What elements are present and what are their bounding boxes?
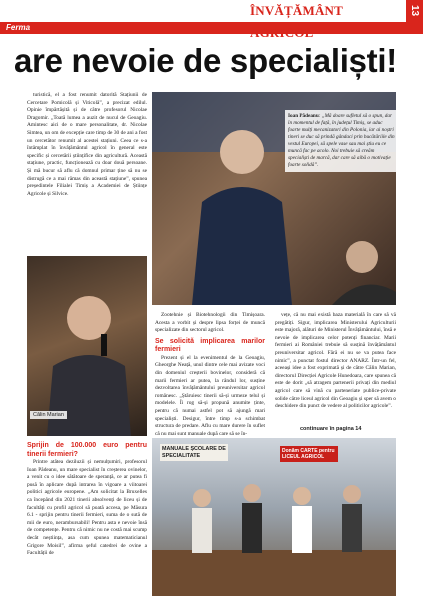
page-number: 13 [406, 0, 423, 22]
article-column-2 [155, 312, 265, 438]
photo-calin-marian [27, 256, 147, 436]
paragraph: vețe, că nu mai există baza materială în care să vă pregătiți. Sigur, implicarea Ministerului Agriculturii este majoră, alături de Ministerul Învățământului, însă e nevoie de implicarea celor potenți financiar. Marii fermieri ai României trebuie să susțină învățământul preuniversitar agricol. Fără ei nu se va putea face nimic”, a punctat fostul director ANARZ. Într-un fel, aceeași idee a fost exprimată și de către Călin Marian, directorul Direcției Agricole Hunedoara, care spunea că este de dorit „să atragem partenerii privați din mediul agricol care să vină cu parteneriate publice-private solide către liceul agricol din Geoagiu și sper să avem o deschidere din punct de vedere al politicilor agricole”. [275, 312, 396, 410]
continuation-note: continuare în pagina 14 [300, 426, 362, 432]
photo-illustration [152, 438, 396, 596]
paragraph: Zootehnie și Biotehnologii din Timișoara. Acesta a vorbit și despre lipsa forței de muncă specializate din sectorul agricol. [155, 312, 265, 334]
article-column-3 [275, 312, 396, 411]
photo-caption [285, 110, 399, 172]
article-headline: are nevoie de specialiști! [14, 42, 397, 79]
article-column-1 [27, 92, 147, 198]
photo-illustration [27, 256, 147, 436]
donation-sign: Donăm CARTE pentru LICEUL AGRICOL [280, 446, 338, 462]
photo-book-donation [152, 438, 396, 596]
paragraph: Printre atâtea deziluzii și nemulțumiri, profesorul Ioan Pădeanu, un mare specialist în creșterea ovinelor, a venit cu o idee sătătoare de speranță, ce ar putea fi pusă în aplicare după intrarea în vigoare a viitoarei politici agricole europene. „Am solicitat la Bruxelles ca începând din 2021 tinerii absolvenți de liceu și de facultăți cu profil agricol să poată accesa, pe Măsura 6.1 - sprijin pentru tinerii fermieri, suma de o sută de mii de euro, nerambursabili! Pentru asta e nevoie însă de competențe. Pentru că nimic nu ne costă mai scump decât neștiința, asa cum spunea matematicianul Grigore Moisil”, afirma șeful catedrei de ovine a Facultății de [27, 459, 147, 557]
manuals-banner: MANUALE ȘCOLARE DE SPECIALITATE [160, 444, 228, 461]
section-label: Ferma [6, 23, 31, 32]
photo-name-label: Călin Marian [30, 411, 67, 419]
subheading: Sprijin de 100.000 euro pentru tinerii fermieri? [27, 442, 147, 458]
subheading: Se solicită implicarea marilor fermieri [155, 337, 265, 354]
paragraph: Prezent și el la evenimentul de la Geoagiu, Gheorghe Neață, unul dintre cele mai avizate voci din domeniul creșterii bovinelor, consideră că marii fermieri ar putea, la rândul lor, susține dezvoltarea învățământului preuniversitar agricol românesc. „Ștăruiesc tinerii să-și urmeze telul și modelele. Îi rog să-și propună anumite ținte, pentru că numai astfel pot să ajungă mari specialiști. Desigur, între timp s-a schimbat structura de predare. Aflu cu mare durere în suflet că nu mai sunt manuale după care să se în- [155, 354, 265, 437]
rubric-title: ÎNVĂȚĂMÂNT AGRICOL [250, 3, 343, 40]
caption-quote: : „Mă doare sufletul să o spun, dar în momentul de față, în județul Timiș, se aduc foarte mulți mecanizatori din Polonia, iar ai noștri tineri se duc să prindă gândaci prin bucătăriile din vestul Europei, să spele vase sau mai știu eu ce muncă fac pe acolo. Noi trebuie să creăm specialiști de marcă, dar care să aibă o motivație foarte solidă”. [288, 113, 395, 168]
paragraph: turistică, el a fost renumit datorită Stațiunii de Cercetare Pomicolă și Viticolă”, a precizat edilul. Opinie împărtășită și de către profesorul Nicolae Dragomir. „Toată lumea a auzit de nucul de Geoagiu. Amintesc aici de o mare personalitate, dr. Nicolae Simtea, un om de excepție care timp de 30 de ani a fost un cercetător renumit al acestei stațiuni. Ceea ce s-a întâmplat în învățământul agricol în general este specific și cercetării științifice din agricultură. Această stațiune, practic, funcționează cu doar două persoane. Și mă bucur să aflu că domnul primar ține să nu se distrugă ce a mai rămas din această stațiune”, spunea președintele Filialei Timiș a Academiei de Științe Agricole și Silvice. [27, 92, 147, 197]
caption-name: Ioan Pădeanu [288, 113, 319, 119]
section-bar [0, 22, 423, 34]
article-column-4 [27, 442, 147, 558]
